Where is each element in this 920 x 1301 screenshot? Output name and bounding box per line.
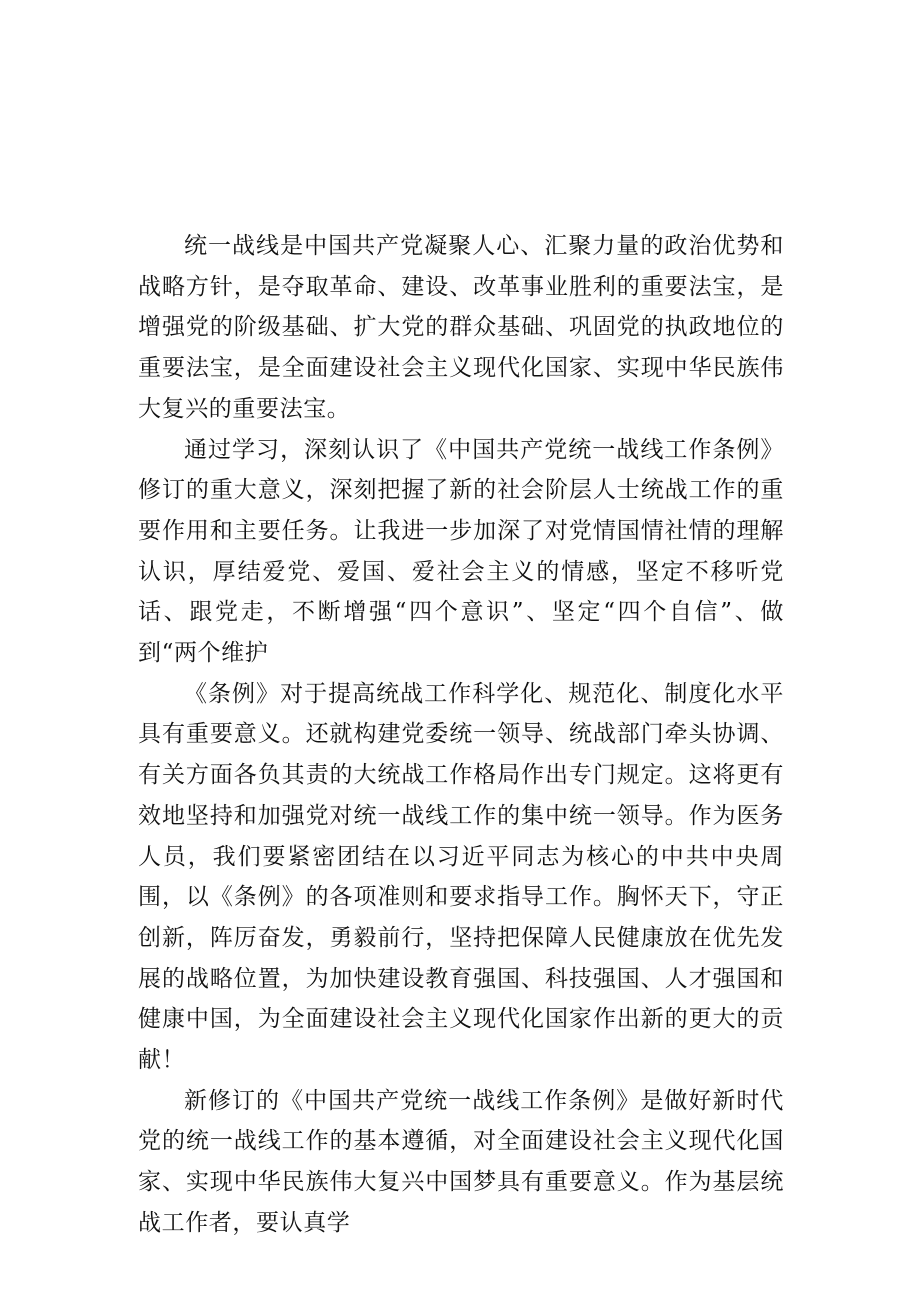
paragraph-4: 新修订的《中国共产党统一战线工作条例》是做好新时代党的统一战线工作的基本遵循，对全面建设社会主义现代化国家、实现中华民族伟大复兴中国梦具有重要意义。作为基层统战工作者，要认真学 [138,1087,784,1236]
paragraph-2: 通过学习，深刻认识了《中国共产党统一战线工作条例》修订的重大意义，深刻把握了新的社会阶层人士统战工作的重要作用和主要任务。让我进一步加深了对党情国情社情的理解认识，厚结爱党、爱国、爱社会主义的情感，坚定不移听党话、跟党走，不断增强“四个意识”、坚定“四个自信”、做到“两个维护 [138,436,784,667]
paragraph-1: 统一战线是中国共产党凝聚人心、汇聚力量的政治优势和战略方针，是夺取革命、建设、改革事业胜利的重要法宝，是增强党的阶级基础、扩大党的群众基础、巩固党的执政地位的重要法宝，是全面建设社会主义现代化国家、实现中华民族伟大复兴的重要法宝。 [138,233,784,422]
document-body [138,226,784,1244]
paragraph-3: 《条例》对于提高统战工作科学化、规范化、制度化水平具有重要意义。还就构建党委统一领导、统战部门牵头协调、有关方面各负其责的大统战工作格局作出专门规定。这将更有效地坚持和加强党对统一战线工作的集中统一领导。作为医务人员，我们要紧密团结在以习近平同志为核心的中共中央周围，以《条例》的各项准则和要求指导工作。胸怀天下，守正创新，阵厉奋发，勇毅前行，坚持把保障人民健康放在优先发展的战略位置，为加快建设教育强国、科技强国、人才强国和健康中国，为全面建设社会主义现代化国家作出新的更大的贡献！ [138,680,784,1074]
